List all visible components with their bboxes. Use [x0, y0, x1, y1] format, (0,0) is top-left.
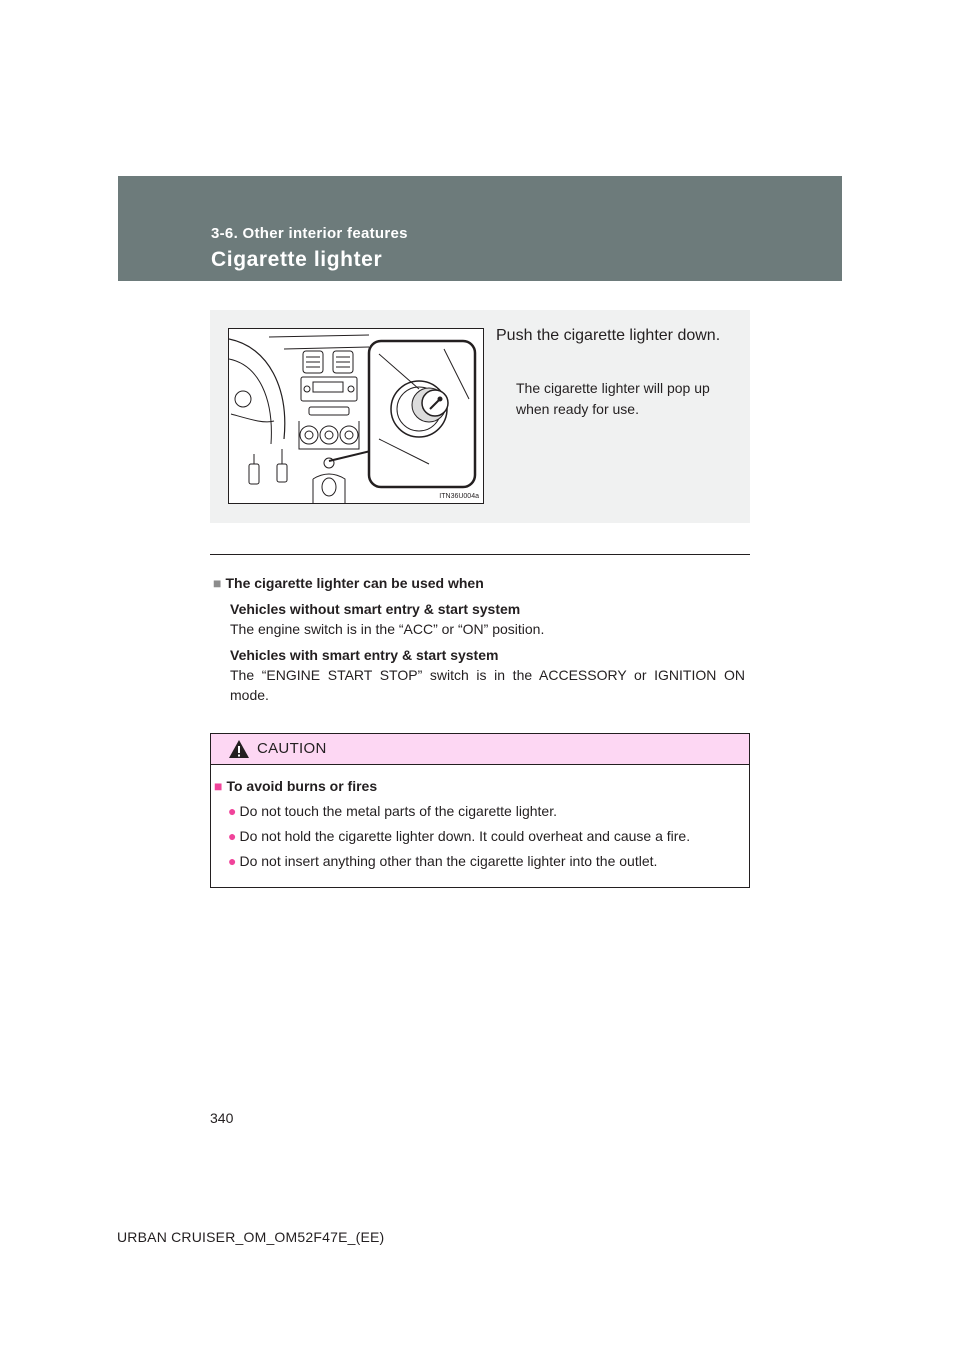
dashboard-illustration	[228, 328, 484, 504]
square-bullet-icon: ■	[213, 575, 222, 591]
page-title: Cigarette lighter	[211, 248, 383, 271]
caution-item: ● Do not hold the cigarette lighter down. It could overheat and cause a fire.	[228, 828, 691, 844]
usage-heading: ■ The cigarette lighter can be used when	[213, 575, 484, 591]
instruction-text: Push the cigarette lighter down.	[496, 327, 721, 344]
caution-heading: ■ To avoid burns or fires	[214, 778, 378, 794]
page-number: 340	[210, 1110, 234, 1126]
figure-panel	[210, 310, 750, 523]
case1-title: Vehicles without smart entry & start system	[230, 601, 521, 617]
square-bullet-icon: ■	[214, 778, 223, 794]
image-code: ITN36U004a	[439, 493, 479, 500]
instruction-note: The cigarette lighter will pop up when ready for use.	[516, 380, 710, 417]
caution-item: ● Do not insert anything other than the cigarette lighter into the outlet.	[228, 853, 658, 869]
case1-text: The engine switch is in the “ACC” or “ON” position.	[230, 621, 545, 637]
circle-bullet-icon: ●	[228, 828, 237, 844]
chapter-header	[118, 176, 842, 281]
case2-text: The “ENGINE START STOP” switch is in the ACCESSORY or IGNITION ON mode.	[230, 667, 745, 703]
caution-header	[211, 734, 749, 765]
case2-title: Vehicles with smart entry & start system	[230, 647, 499, 663]
document-footer: URBAN CRUISER_OM_OM52F47E_(EE)	[117, 1229, 385, 1245]
circle-bullet-icon: ●	[228, 803, 237, 819]
caution-label: CAUTION	[257, 740, 327, 757]
caution-box	[210, 733, 750, 888]
section-divider	[210, 554, 750, 555]
circle-bullet-icon: ●	[228, 853, 237, 869]
usage-info	[213, 573, 745, 705]
section-label: 3-6. Other interior features	[211, 225, 408, 242]
warning-triangle-icon	[228, 739, 250, 759]
caution-item: ● Do not touch the metal parts of the cigarette lighter.	[228, 803, 557, 819]
